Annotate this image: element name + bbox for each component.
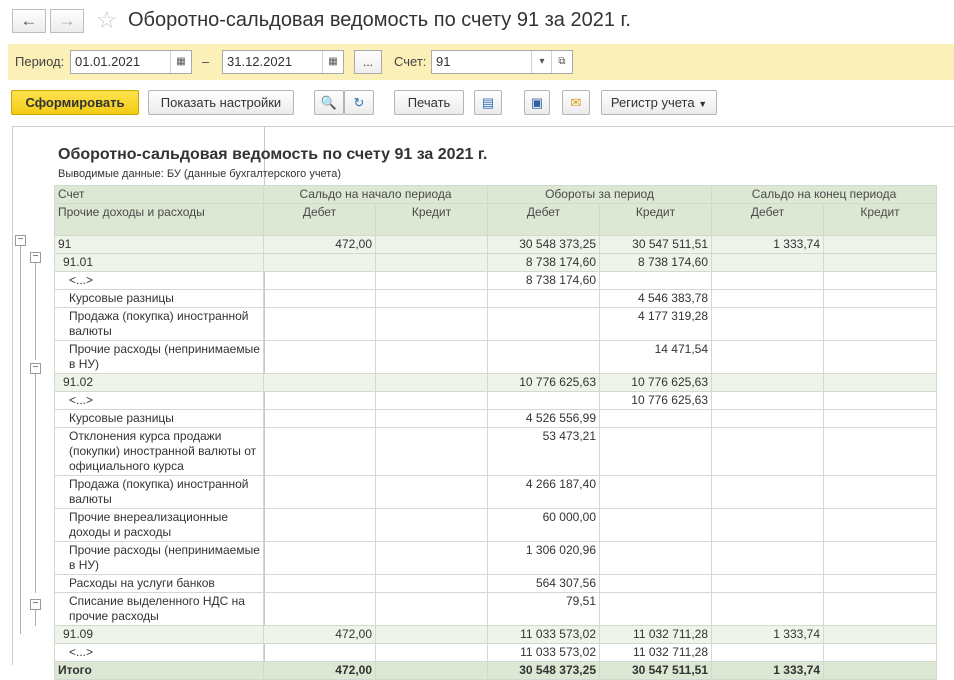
- total-row[interactable]: [55, 662, 937, 680]
- cell-opening-debit: [264, 341, 376, 374]
- date-to-field[interactable]: [222, 50, 344, 74]
- preview-button[interactable]: [474, 90, 502, 115]
- report-title: Оборотно-сальдовая ведомость по счету 91 за 2021 г.: [58, 146, 488, 163]
- save-button[interactable]: [524, 90, 550, 115]
- table-row[interactable]: [55, 476, 937, 509]
- favorite-star-icon[interactable]: ☆: [96, 7, 118, 34]
- cell-closing-credit: [824, 476, 937, 509]
- cell-closing-debit: [712, 272, 824, 290]
- cell-closing-debit: [712, 428, 824, 476]
- cell-turnover-credit: 8 738 174,60: [600, 254, 712, 272]
- title-bar: [0, 0, 954, 40]
- dropdown-arrow-icon[interactable]: ▾: [531, 51, 552, 73]
- table-row[interactable]: [55, 410, 937, 428]
- cell-closing-debit: [712, 341, 824, 374]
- cell-opening-debit: [264, 290, 376, 308]
- cell-opening-credit: [376, 410, 488, 428]
- date-from-field[interactable]: [70, 50, 192, 74]
- cell-closing-debit: 1 333,74: [712, 662, 824, 680]
- search-next-button[interactable]: [344, 90, 374, 115]
- table-row[interactable]: [55, 341, 937, 374]
- cell-turnover-debit: 4 526 556,99: [488, 410, 600, 428]
- cell-opening-credit: [376, 308, 488, 341]
- cell-opening-credit: [376, 290, 488, 308]
- cell-closing-debit: [712, 644, 824, 662]
- cell-closing-debit: [712, 290, 824, 308]
- cell-opening-credit: [376, 341, 488, 374]
- cell-closing-credit: [824, 374, 937, 392]
- cell-name: <...>: [55, 272, 264, 290]
- cell-opening-debit: [264, 542, 376, 575]
- register-label: Регистр учета: [610, 95, 695, 110]
- cell-turnover-credit: [600, 542, 712, 575]
- cell-closing-credit: [824, 236, 937, 254]
- cell-name: 91.09: [55, 626, 264, 644]
- cell-turnover-debit: 53 473,21: [488, 428, 600, 476]
- cell-closing-credit: [824, 626, 937, 644]
- cell-opening-credit: [376, 476, 488, 509]
- cell-closing-debit: [712, 410, 824, 428]
- cell-opening-credit: [376, 509, 488, 542]
- cell-opening-debit: 472,00: [264, 236, 376, 254]
- cell-turnover-debit: [488, 392, 600, 410]
- cell-opening-debit: [264, 509, 376, 542]
- cell-turnover-credit: 30 547 511,51: [600, 662, 712, 680]
- chevron-down-icon: ▼: [698, 99, 708, 109]
- header-closing: Сальдо на конец периода: [712, 186, 937, 204]
- account-value: 91: [436, 54, 451, 69]
- table-row[interactable]: [55, 392, 937, 410]
- cell-turnover-debit: 1 306 020,96: [488, 542, 600, 575]
- search-button[interactable]: [314, 90, 344, 115]
- cell-turnover-credit: 4 177 319,28: [600, 308, 712, 341]
- cell-turnover-debit: [488, 308, 600, 341]
- print-button[interactable]: Печать: [394, 90, 464, 115]
- cell-turnover-credit: 11 032 711,28: [600, 626, 712, 644]
- cell-opening-credit: [376, 428, 488, 476]
- cell-opening-debit: [264, 254, 376, 272]
- cell-closing-debit: 1 333,74: [712, 626, 824, 644]
- cell-closing-credit: [824, 308, 937, 341]
- cell-opening-debit: [264, 593, 376, 626]
- cell-closing-debit: [712, 374, 824, 392]
- header-credit: Кредит: [824, 204, 937, 236]
- cell-closing-credit: [824, 410, 937, 428]
- calendar-icon[interactable]: ▦: [170, 51, 191, 73]
- cell-name: Расходы на услуги банков: [55, 575, 264, 593]
- cell-turnover-debit: 30 548 373,25: [488, 236, 600, 254]
- email-button[interactable]: [562, 90, 590, 115]
- back-button[interactable]: [12, 9, 46, 33]
- cell-name: Курсовые разницы: [55, 410, 264, 428]
- group-row[interactable]: [55, 236, 937, 254]
- cell-name: Списание выделенного НДС на прочие расходы: [55, 593, 264, 626]
- cell-closing-credit: [824, 509, 937, 542]
- table-row[interactable]: [55, 272, 937, 290]
- cell-opening-debit: [264, 392, 376, 410]
- cell-name: Прочие расходы (непринимаемые в НУ): [55, 542, 264, 575]
- table-row[interactable]: [55, 509, 937, 542]
- filter-panel: [8, 44, 954, 80]
- cell-closing-credit: [824, 428, 937, 476]
- cell-opening-credit: [376, 392, 488, 410]
- cell-turnover-debit: 60 000,00: [488, 509, 600, 542]
- cell-closing-debit: [712, 509, 824, 542]
- forward-button[interactable]: [50, 9, 84, 33]
- cell-closing-credit: [824, 542, 937, 575]
- cell-turnover-debit: [488, 341, 600, 374]
- calendar-icon[interactable]: ▦: [322, 51, 343, 73]
- cell-opening-debit: [264, 308, 376, 341]
- cell-turnover-credit: [600, 509, 712, 542]
- group-row[interactable]: [55, 254, 937, 272]
- cell-opening-debit: [264, 575, 376, 593]
- header-debit: Дебет: [712, 204, 824, 236]
- header-analytics: Прочие доходы и расходы: [55, 204, 264, 236]
- cell-turnover-debit: 79,51: [488, 593, 600, 626]
- arrow-left-icon: ←: [20, 11, 38, 30]
- cell-turnover-credit: [600, 593, 712, 626]
- tree-line: [35, 262, 36, 360]
- cell-opening-credit: [376, 374, 488, 392]
- table-row[interactable]: [55, 290, 937, 308]
- header-row: [55, 186, 937, 204]
- cell-turnover-debit: 11 033 573,02: [488, 626, 600, 644]
- search-icon: 🔍: [320, 95, 338, 110]
- cell-turnover-debit: 564 307,56: [488, 575, 600, 593]
- period-select-button[interactable]: ...: [354, 50, 382, 74]
- cell-opening-credit: [376, 644, 488, 662]
- cell-name: Курсовые разницы: [55, 290, 264, 308]
- collapse-icon[interactable]: −: [30, 363, 41, 374]
- cell-opening-debit: [264, 410, 376, 428]
- header-account: Счет: [55, 186, 264, 204]
- envelope-icon: ✉: [570, 95, 582, 110]
- date-from-value: 01.01.2021: [75, 54, 141, 69]
- cell-closing-credit: [824, 392, 937, 410]
- search-next-icon: ↻: [353, 95, 365, 110]
- cell-closing-credit: [824, 593, 937, 626]
- table-row[interactable]: [55, 593, 937, 626]
- header-turnover: Обороты за период: [488, 186, 712, 204]
- cell-opening-debit: [264, 476, 376, 509]
- cell-opening-credit: [376, 254, 488, 272]
- register-dropdown-button[interactable]: [601, 90, 717, 115]
- table-row[interactable]: [55, 644, 937, 662]
- header-credit: Кредит: [376, 204, 488, 236]
- cell-opening-debit: [264, 644, 376, 662]
- period-label: Период:: [15, 54, 65, 69]
- cell-turnover-credit: 10 776 625,63: [600, 392, 712, 410]
- cell-closing-credit: [824, 254, 937, 272]
- cell-opening-debit: [264, 374, 376, 392]
- cell-name: Отклонения курса продажи (покупки) иностранной валюты от официального курса: [55, 428, 264, 476]
- cell-closing-debit: [712, 476, 824, 509]
- cell-turnover-debit: 10 776 625,63: [488, 374, 600, 392]
- cell-closing-debit: [712, 392, 824, 410]
- cell-turnover-debit: [488, 290, 600, 308]
- cell-closing-credit: [824, 575, 937, 593]
- report-subtitle: Выводимые данные: БУ (данные бухгалтерского учета): [58, 168, 341, 180]
- table-row[interactable]: [55, 428, 937, 476]
- cell-turnover-credit: 10 776 625,63: [600, 374, 712, 392]
- account-field[interactable]: [431, 50, 573, 74]
- table-row[interactable]: [55, 542, 937, 575]
- group-row[interactable]: [55, 626, 937, 644]
- cell-name: Продажа (покупка) иностранной валюты: [55, 476, 264, 509]
- cell-opening-debit: [264, 428, 376, 476]
- cell-closing-debit: [712, 593, 824, 626]
- cell-turnover-credit: 30 547 511,51: [600, 236, 712, 254]
- cell-opening-debit: 472,00: [264, 662, 376, 680]
- cell-closing-credit: [824, 341, 937, 374]
- header-credit: Кредит: [600, 204, 712, 236]
- cell-closing-credit: [824, 272, 937, 290]
- show-settings-button[interactable]: Показать настройки: [148, 90, 294, 115]
- save-icon: ▣: [530, 95, 544, 110]
- cell-closing-credit: [824, 290, 937, 308]
- cell-closing-credit: [824, 644, 937, 662]
- cell-turnover-debit: 11 033 573,02: [488, 644, 600, 662]
- cell-name: Прочие внереализационные доходы и расходы: [55, 509, 264, 542]
- cell-name: Прочие расходы (непринимаемые в НУ): [55, 341, 264, 374]
- cell-closing-debit: [712, 542, 824, 575]
- collapse-icon[interactable]: −: [15, 235, 26, 246]
- cell-closing-debit: 1 333,74: [712, 236, 824, 254]
- arrow-right-icon: →: [58, 11, 76, 30]
- cell-opening-credit: [376, 662, 488, 680]
- cell-name: Итого: [55, 662, 264, 680]
- cell-opening-debit: 472,00: [264, 626, 376, 644]
- cell-opening-credit: [376, 593, 488, 626]
- cell-opening-credit: [376, 626, 488, 644]
- cell-turnover-credit: [600, 410, 712, 428]
- header-debit: Дебет: [488, 204, 600, 236]
- header-row: [55, 204, 937, 236]
- cell-name: 91: [55, 236, 264, 254]
- group-row[interactable]: [55, 374, 937, 392]
- cell-turnover-debit: 4 266 187,40: [488, 476, 600, 509]
- cell-turnover-credit: 11 032 711,28: [600, 644, 712, 662]
- tree-line: [20, 244, 21, 634]
- table-row[interactable]: [55, 575, 937, 593]
- cell-opening-credit: [376, 575, 488, 593]
- cell-name: <...>: [55, 644, 264, 662]
- account-label: Счет:: [394, 54, 427, 69]
- cell-name: <...>: [55, 392, 264, 410]
- turnover-balance-table: [54, 185, 937, 680]
- cell-turnover-credit: [600, 272, 712, 290]
- cell-closing-debit: [712, 575, 824, 593]
- cell-turnover-credit: 4 546 383,78: [600, 290, 712, 308]
- generate-button[interactable]: Сформировать: [11, 90, 139, 115]
- cell-turnover-credit: [600, 428, 712, 476]
- cell-turnover-debit: 8 738 174,60: [488, 254, 600, 272]
- header-opening: Сальдо на начало периода: [264, 186, 488, 204]
- date-dash: –: [202, 54, 210, 69]
- cell-turnover-debit: 30 548 373,25: [488, 662, 600, 680]
- cell-closing-credit: [824, 662, 937, 680]
- header-debit: Дебет: [264, 204, 376, 236]
- window-title: Оборотно-сальдовая ведомость по счету 91 за 2021 г.: [128, 9, 631, 31]
- cell-closing-debit: [712, 308, 824, 341]
- cell-name: 91.02: [55, 374, 264, 392]
- open-icon[interactable]: ⧉: [551, 51, 572, 73]
- collapse-icon[interactable]: −: [30, 252, 41, 263]
- cell-opening-debit: [264, 272, 376, 290]
- cell-opening-credit: [376, 236, 488, 254]
- cell-turnover-credit: 14 471,54: [600, 341, 712, 374]
- cell-closing-debit: [712, 254, 824, 272]
- cell-opening-credit: [376, 272, 488, 290]
- tree-line: [35, 608, 36, 626]
- cell-name: 91.01: [55, 254, 264, 272]
- preview-icon: ▤: [481, 95, 495, 110]
- cell-turnover-credit: [600, 575, 712, 593]
- tree-line: [35, 373, 36, 593]
- cell-turnover-credit: [600, 476, 712, 509]
- table-row[interactable]: [55, 308, 937, 341]
- cell-turnover-debit: 8 738 174,60: [488, 272, 600, 290]
- cell-name: Продажа (покупка) иностранной валюты: [55, 308, 264, 341]
- date-to-value: 31.12.2021: [227, 54, 293, 69]
- cell-opening-credit: [376, 542, 488, 575]
- collapse-icon[interactable]: −: [30, 599, 41, 610]
